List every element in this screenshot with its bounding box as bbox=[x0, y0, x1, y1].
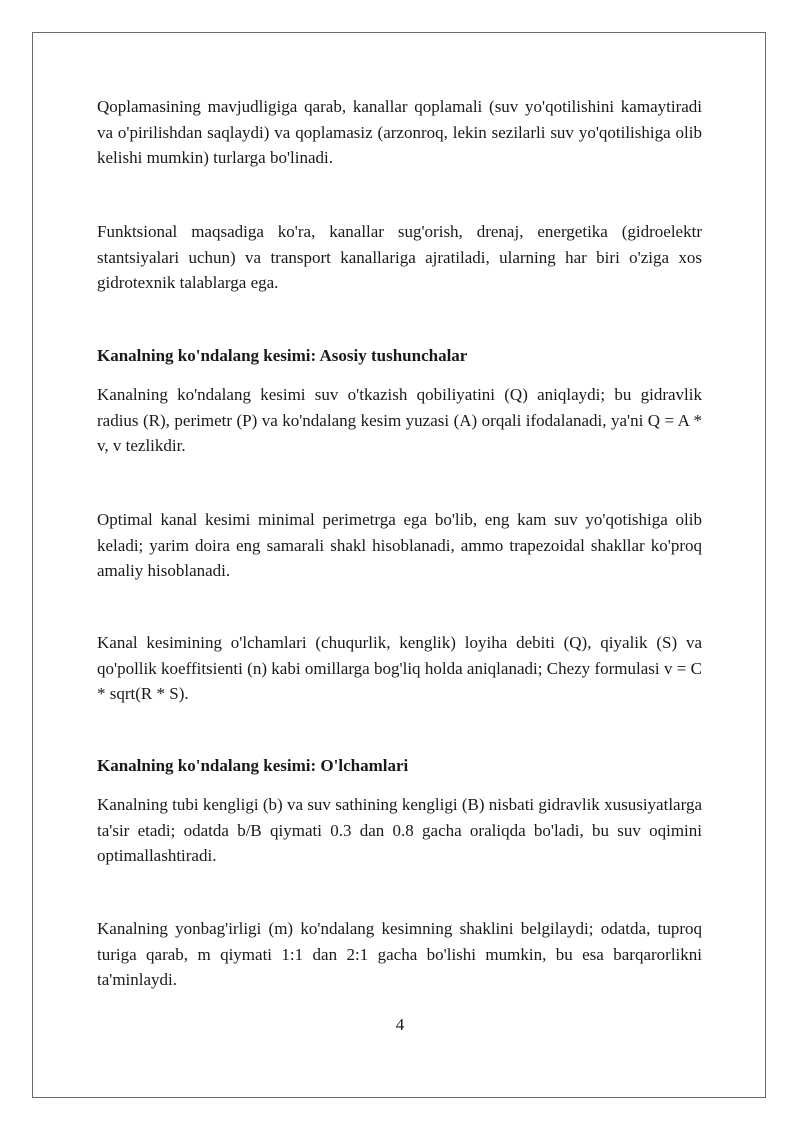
paragraph-width-ratio: Kanalning tubi kengligi (b) va suv sathining kengligi (B) nisbati gidravlik xususiyatlarga ta'sir etadi; odatda b/B qiymati 0.3 dan 0.8 gacha oraliqda bo'ladi, bu suv oqimini optimallashtiradi. bbox=[97, 795, 702, 865]
paragraph-section-dimensions: Kanal kesimining o'lchamlari (chuqurlik, kenglik) loyiha debiti (Q), qiyalik (S) va qo'pollik koeffitsienti (n) kabi omillarga bog'liq holda aniqlanadi; Chezy formulasi v = C * sqrt(R * S). bbox=[97, 633, 702, 703]
section-heading-dimensions: Kanalning ko'ndalang kesimi: O'lchamlari bbox=[97, 756, 409, 775]
paragraph-coating: Qoplamasining mavjudligiga qarab, kanallar qoplamali (suv yo'qotilishini kamaytiradi va o'pirilishdan saqlaydi) va qoplamasiz (arzonroq, lekin sezilarli suv yo'qotilishiga olib kelishi mumkin) turlarga bo'linadi. bbox=[97, 97, 702, 167]
section-heading-basic-concepts: Kanalning ko'ndalang kesimi: Asosiy tushunchalar bbox=[97, 346, 468, 365]
paragraph-functional-purpose: Funktsional maqsadiga ko'ra, kanallar sug'orish, drenaj, energetika (gidroelektr stantsiyalari uchun) va transport kanallariga ajratiladi, ularning har biri o'ziga xos gidrotexnik talablarga ega. bbox=[97, 222, 702, 292]
paragraph-cross-section-capacity: Kanalning ko'ndalang kesimi suv o'tkazish qobiliyatini (Q) aniqlaydi; bu gidravlik radius (R), perimetr (P) va ko'ndalang kesim yuzasi (A) orqali ifodalanadi, ya'ni Q = A * v, v tezlikdir. bbox=[97, 385, 702, 455]
paragraph-side-slope: Kanalning yonbag'irligi (m) ko'ndalang kesimning shaklini belgilaydi; odatda, tuproq turiga qarab, m qiymati 1:1 dan 2:1 gacha bo'lishi mumkin, bu esa barqarorlikni ta'minlaydi. bbox=[97, 919, 702, 989]
paragraph-optimal-section: Optimal kanal kesimi minimal perimetrga ega bo'lib, eng kam suv yo'qotishiga olib keladi; yarim doira eng samarali shakl hisoblanadi, ammo trapezoidal shakllar ko'proq amaliy hisoblanadi. bbox=[97, 510, 702, 580]
page-number: 4 bbox=[395, 1015, 405, 1034]
